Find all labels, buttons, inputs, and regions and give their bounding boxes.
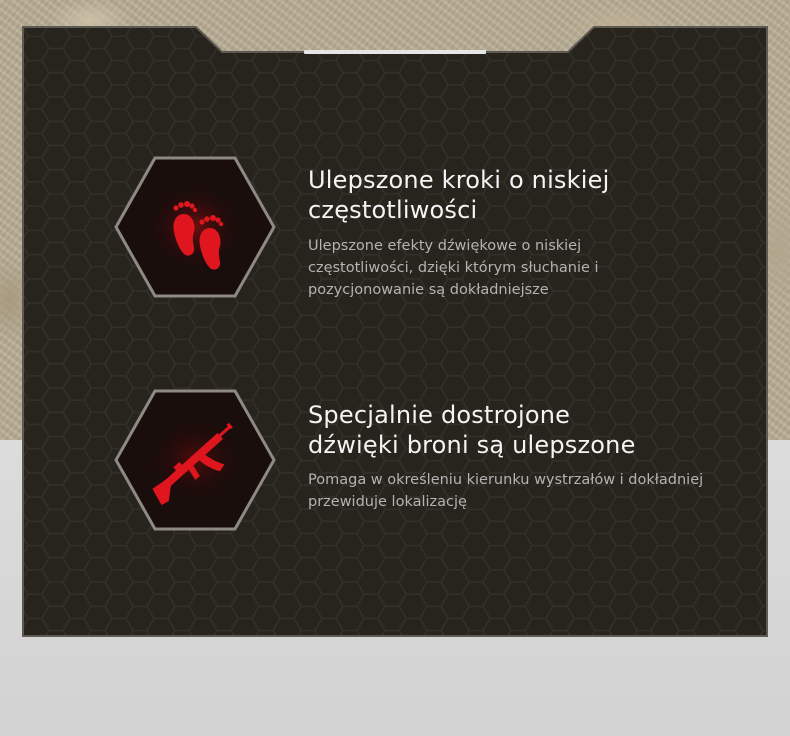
description-line: Ulepszone efekty dźwiękowe o niskiej: [308, 238, 582, 254]
feature-title: [308, 400, 636, 460]
description-line: pozycjonowanie są dokładniejsze: [308, 282, 549, 298]
feature-title: [308, 165, 609, 225]
tab-indicator: [304, 50, 486, 54]
footprints-icon: [114, 156, 276, 298]
description-line: przewiduje lokalizację: [308, 494, 467, 510]
feature-description: [308, 235, 599, 301]
title-line: częstotliwości: [308, 196, 478, 224]
title-line: Ulepszone kroki o niskiej: [308, 166, 610, 194]
feature-description: [308, 469, 703, 513]
rifle-icon: [114, 389, 276, 531]
title-line: dźwięki broni są ulepszone: [308, 431, 636, 459]
description-line: Pomaga w określeniu kierunku wystrzałów i dokładniej: [308, 472, 704, 488]
title-line: Specjalnie dostrojone: [308, 401, 571, 429]
description-line: częstotliwości, dzięki którym słuchanie i: [308, 260, 599, 276]
